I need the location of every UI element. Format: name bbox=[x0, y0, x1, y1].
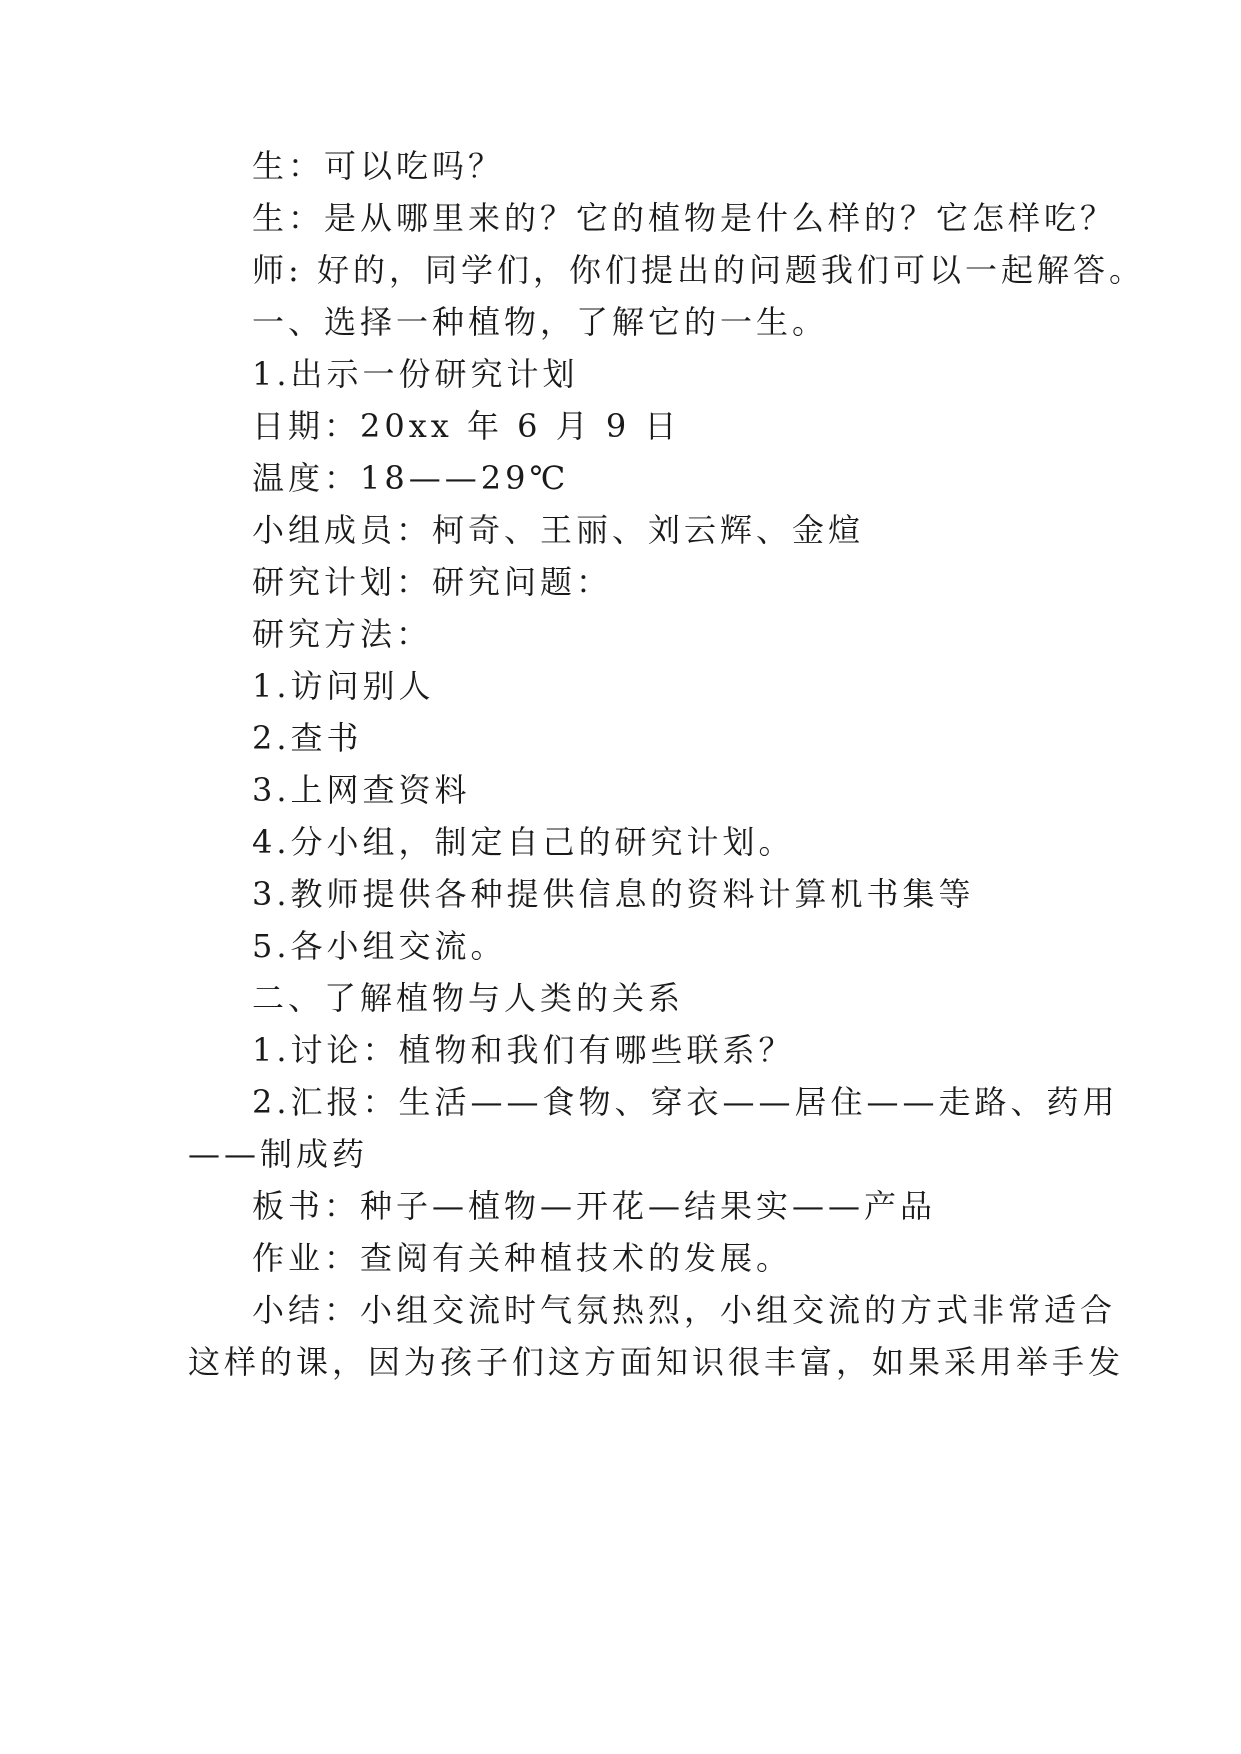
list-item: 3.上网查资料 bbox=[252, 771, 471, 809]
text-line: 1.出示一份研究计划 bbox=[252, 355, 579, 393]
text-line: 这样的课，因为孩子们这方面知识很丰富，如果采用举手发 bbox=[188, 1343, 1125, 1381]
list-item: 1.讨论：植物和我们有哪些联系？ bbox=[252, 1031, 795, 1069]
text-line: 小结：小组交流时气氛热烈，小组交流的方式非常适合 bbox=[252, 1291, 1117, 1329]
list-item: 3.教师提供各种提供信息的资料计算机书集等 bbox=[252, 875, 975, 913]
section-heading: 二、了解植物与人类的关系 bbox=[252, 979, 685, 1017]
text-line: 师: 好的，同学们，你们提出的问题我们可以一起解答。 bbox=[252, 251, 1145, 289]
list-item: 2.汇报：生活——食物、穿衣——居住——走路、药用 bbox=[252, 1083, 1119, 1121]
text-line: 板书：种子—植物—开花—结果实——产品 bbox=[252, 1187, 937, 1225]
list-item: 2.查书 bbox=[252, 719, 363, 757]
list-item: 4.分小组，制定自己的研究计划。 bbox=[252, 823, 795, 861]
text-line: 作业：查阅有关种植技术的发展。 bbox=[252, 1239, 793, 1277]
text-line: ——制成药 bbox=[188, 1135, 369, 1173]
section-heading: 一、选择一种植物，了解它的一生。 bbox=[252, 303, 829, 341]
text-line: 生：可以吃吗？ bbox=[252, 147, 505, 185]
text-line: 生：是从哪里来的？它的植物是什么样的？它怎样吃？ bbox=[252, 199, 1117, 237]
text-line: 日期：20xx 年 6 月 9 日 bbox=[252, 407, 681, 445]
text-line: 研究方法： bbox=[252, 615, 433, 653]
text-line: 研究计划：研究问题： bbox=[252, 563, 613, 601]
list-item: 1.访问别人 bbox=[252, 667, 435, 705]
text-line: 温度：18——29℃ bbox=[252, 459, 570, 497]
list-item: 5.各小组交流。 bbox=[252, 927, 507, 965]
text-line: 小组成员：柯奇、王丽、刘云辉、金煊 bbox=[252, 511, 865, 549]
